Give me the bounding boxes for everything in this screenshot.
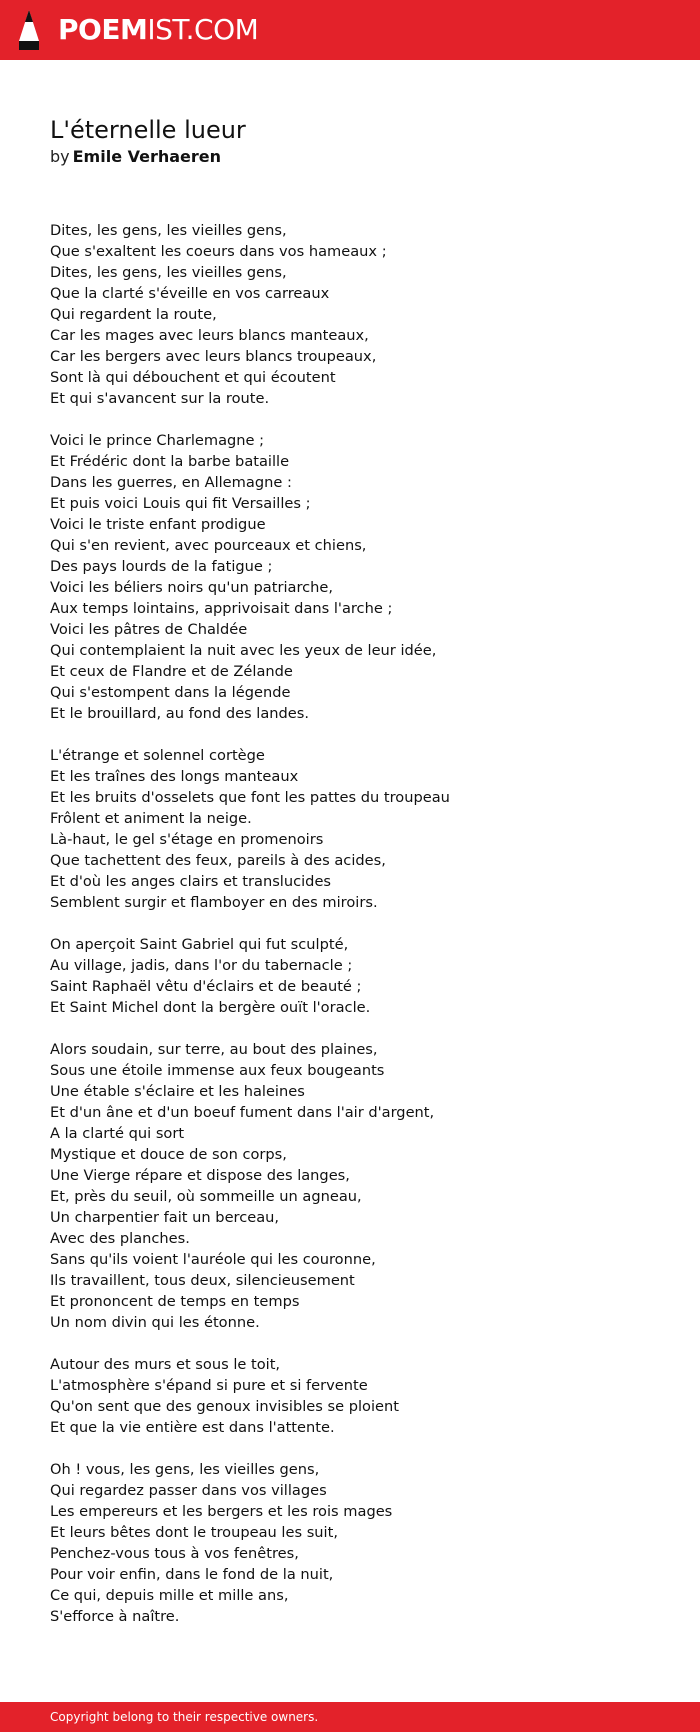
poem-stanza (50, 1354, 670, 1438)
poem-line: L'atmosphère s'épand si pure et si fervente (50, 1377, 368, 1394)
poem-line: Voici les pâtres de Chaldée (50, 621, 248, 638)
poem-line: Ce qui, depuis mille et mille ans, (50, 1587, 289, 1604)
poem-line: Frôlent et animent la neige. (50, 810, 252, 827)
byline (50, 146, 670, 168)
poem-line: Sans qu'ils voient l'auréole qui les couronne, (50, 1251, 376, 1268)
author-name: Emile Verhaeren (72, 147, 222, 166)
poem-line: Sont là qui débouchent et qui écoutent (50, 369, 336, 386)
poem-line: Aux temps lointains, apprivoisait dans l'arche ; (50, 600, 393, 617)
poem-line: Et le brouillard, au fond des landes. (50, 705, 310, 722)
copyright-text: Copyright belong to their respective owners. (50, 1710, 319, 1724)
poem-line: Et que la vie entière est dans l'attente. (50, 1419, 335, 1436)
poem-line: Qui regardez passer dans vos villages (50, 1482, 327, 1499)
poem-line: Et les bruits d'osselets que font les pattes du troupeau (50, 789, 450, 806)
poem-line: On aperçoit Saint Gabriel qui fut sculpté, (50, 936, 349, 953)
poem-line: Au village, jadis, dans l'or du tabernacle ; (50, 957, 353, 974)
poem-line: Et d'où les anges clairs et translucides (50, 873, 332, 890)
poem-stanza (50, 1459, 670, 1627)
poem-line: Car les mages avec leurs blancs manteaux, (50, 327, 369, 344)
poem-line: Que tachettent des feux, pareils à des acides, (50, 852, 386, 869)
pencil-tip-icon (16, 9, 42, 51)
poem-line: Et Saint Michel dont la bergère ouït l'oracle. (50, 999, 371, 1016)
poem-line: A la clarté qui sort (50, 1125, 185, 1142)
poem-line: Des pays lourds de la fatigue ; (50, 558, 273, 575)
poem-stanza (50, 745, 670, 913)
brand-rest: IST.COM (147, 13, 259, 46)
by-label: by (50, 147, 70, 166)
poem-line: Alors soudain, sur terre, au bout des plaines, (50, 1041, 378, 1058)
poem-line: Pour voir enfin, dans le fond de la nuit, (50, 1566, 334, 1583)
poem-line: Et Frédéric dont la barbe bataille (50, 453, 290, 470)
poem-line: Que la clarté s'éveille en vos carreaux (50, 285, 330, 302)
poem-line: Penchez-vous tous à vos fenêtres, (50, 1545, 299, 1562)
poem-line: Qui s'en revient, avec pourceaux et chiens, (50, 537, 367, 554)
poem-line: Et ceux de Flandre et de Zélande (50, 663, 293, 680)
poem-line: L'étrange et solennel cortège (50, 747, 265, 764)
brand-bold: POEM (58, 13, 148, 46)
poem-line: Dans les guerres, en Allemagne : (50, 474, 292, 491)
poem-line: Et prononcent de temps en temps (50, 1293, 300, 1310)
poem-line: Et qui s'avancent sur la route. (50, 390, 270, 407)
poem-line: Voici le prince Charlemagne ; (50, 432, 265, 449)
poem-line: Sous une étoile immense aux feux bougeants (50, 1062, 385, 1079)
poem-line: Un nom divin qui les étonne. (50, 1314, 260, 1331)
poem-line: Ils travaillent, tous deux, silencieusement (50, 1272, 355, 1289)
site-footer (0, 1702, 700, 1732)
poem-stanza (50, 220, 670, 409)
poem-line: Une étable s'éclaire et les haleines (50, 1083, 305, 1100)
poem-stanza (50, 934, 670, 1018)
poem-line: Et, près du seuil, où sommeille un agneau, (50, 1188, 362, 1205)
poem-line: Qui contemplaient la nuit avec les yeux de leur idée, (50, 642, 437, 659)
poem-line: Que s'exaltent les coeurs dans vos hameaux ; (50, 243, 387, 260)
poem-line: Un charpentier fait un berceau, (50, 1209, 280, 1226)
site-header (0, 0, 700, 60)
poem-line: Voici le triste enfant prodigue (50, 516, 266, 533)
site-logo[interactable] (16, 10, 258, 50)
poem-line: Qui s'estompent dans la légende (50, 684, 291, 701)
poem-stanza (50, 1039, 670, 1333)
poem-line: Autour des murs et sous le toit, (50, 1356, 281, 1373)
poem-line: Les empereurs et les bergers et les rois mages (50, 1503, 393, 1520)
poem-content (50, 114, 670, 1648)
poem-line: S'efforce à naître. (50, 1608, 180, 1625)
poem-line: Dites, les gens, les vieilles gens, (50, 222, 287, 239)
poem-line: Car les bergers avec leurs blancs troupeaux, (50, 348, 377, 365)
poem-line: Oh ! vous, les gens, les vieilles gens, (50, 1461, 320, 1478)
poem-title: L'éternelle lueur (50, 116, 246, 144)
poem-line: Avec des planches. (50, 1230, 190, 1247)
poem-stanza (50, 430, 670, 724)
poem-line: Dites, les gens, les vieilles gens, (50, 264, 287, 281)
poem-line: Qui regardent la route, (50, 306, 217, 323)
poem-line: Une Vierge répare et dispose des langes, (50, 1167, 350, 1184)
poem-line: Semblent surgir et flamboyer en des miroirs. (50, 894, 378, 911)
poem-line: Voici les béliers noirs qu'un patriarche, (50, 579, 334, 596)
poem-line: Et d'un âne et d'un boeuf fument dans l'air d'argent, (50, 1104, 435, 1121)
site-brand (58, 10, 258, 50)
poem-line: Saint Raphaël vêtu d'éclairs et de beauté ; (50, 978, 362, 995)
poem-line: Et leurs bêtes dont le troupeau les suit, (50, 1524, 338, 1541)
poem-line: Et les traînes des longs manteaux (50, 768, 299, 785)
poem-line: Et puis voici Louis qui fit Versailles ; (50, 495, 311, 512)
poem-body (50, 220, 670, 1627)
poem-line: Là-haut, le gel s'étage en promenoirs (50, 831, 324, 848)
poem-line: Mystique et douce de son corps, (50, 1146, 287, 1163)
poem-line: Qu'on sent que des genoux invisibles se ploient (50, 1398, 399, 1415)
